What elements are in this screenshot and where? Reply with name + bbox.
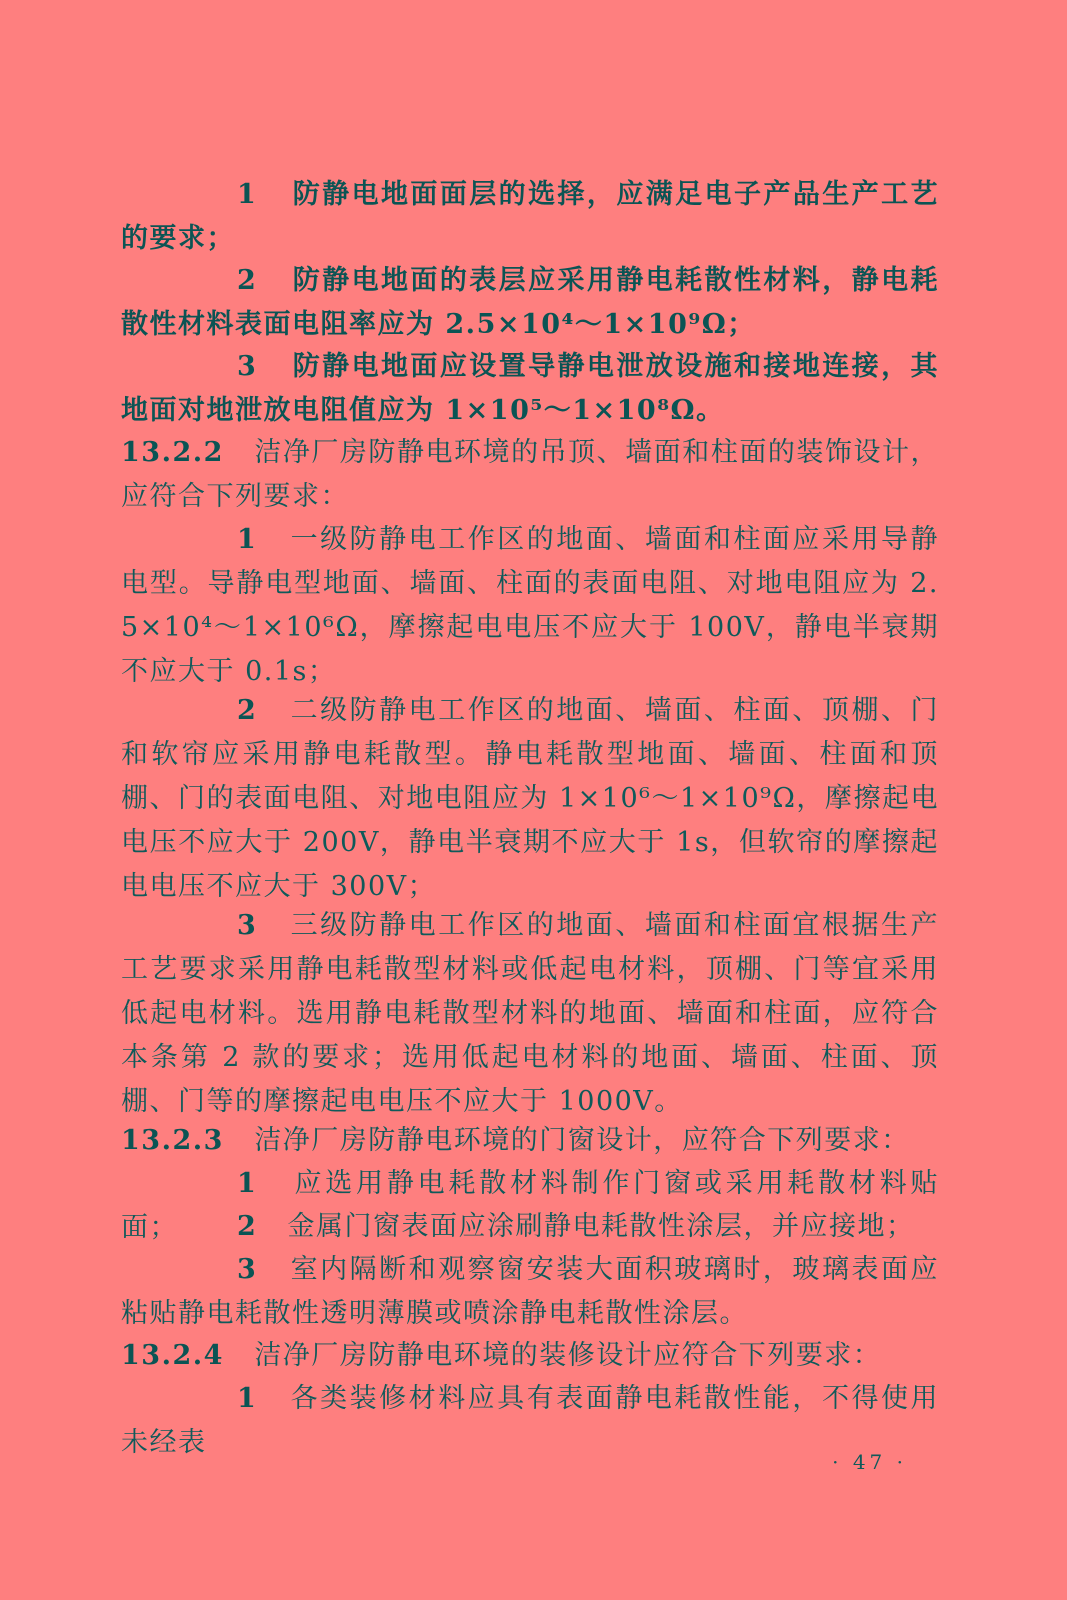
clause-text: 三级防静电工作区的地面、墙面和柱面宜根据生产工艺要求采用静电耗散型材料或低起电材料，顶棚、门等宜采用低起电材料。选用静电耗散型材料的地面、墙面和柱面，应符合本条第 2 款的要求；选用低起电材料的地面、墙面、柱面、顶棚、门等的摩擦起电电压不应大于 1000V。 bbox=[121, 910, 940, 1117]
clause-text: 各类装修材料应具有表面静电耗散性能，不得使用未经表 bbox=[121, 1383, 940, 1458]
clause-item-3 bbox=[121, 1248, 939, 1336]
clause-number: 2 bbox=[237, 1211, 258, 1242]
clause-number: 2 bbox=[237, 695, 258, 726]
section-number: 13.2.2 bbox=[121, 437, 224, 468]
clause-item-2 bbox=[121, 1205, 939, 1249]
clause-item-3 bbox=[121, 345, 939, 433]
clause-number: 1 bbox=[237, 179, 258, 210]
clause-number: 1 bbox=[237, 1383, 258, 1414]
section-13-2-3 bbox=[121, 1119, 939, 1163]
clause-item-1 bbox=[121, 173, 939, 261]
page-number: · 47 · bbox=[832, 1450, 907, 1474]
clause-number: 3 bbox=[237, 351, 258, 382]
clause-item-2 bbox=[121, 689, 939, 909]
clause-item-2 bbox=[121, 259, 939, 347]
clause-text: 应选用静电耗散材料制作门窗或采用耗散材料贴面； bbox=[121, 1168, 939, 1243]
clause-item-3 bbox=[121, 904, 939, 1124]
clause-text: 二级防静电工作区的地面、墙面、柱面、顶棚、门和软帘应采用静电耗散型。静电耗散型地面、墙面、柱面和顶棚、门的表面电阻、对地电阻应为 1×10⁶～1×10⁹Ω，摩擦起电电压不应大于 200V，静电半衰期不应大于 1s，但软帘的摩擦起电电压不应大于 300V； bbox=[121, 695, 940, 902]
clause-number: 2 bbox=[237, 265, 258, 296]
section-text: 洁净厂房防静电环境的吊顶、墙面和柱面的装饰设计，应符合下列要求： bbox=[121, 437, 940, 512]
section-text: 洁净厂房防静电环境的装修设计应符合下列要求： bbox=[254, 1340, 882, 1371]
clause-number: 1 bbox=[237, 524, 258, 555]
section-13-2-4 bbox=[121, 1334, 939, 1378]
clause-text: 防静电地面面层的选择，应满足电子产品生产工艺的要求； bbox=[121, 179, 939, 254]
clause-item-1 bbox=[121, 518, 939, 694]
clause-number: 1 bbox=[237, 1168, 258, 1199]
clause-number: 3 bbox=[237, 910, 258, 941]
section-number: 13.2.3 bbox=[121, 1125, 224, 1156]
section-13-2-2 bbox=[121, 431, 939, 519]
clause-text: 金属门窗表面应涂刷静电耗散性涂层，并应接地； bbox=[287, 1211, 915, 1242]
clause-text: 防静电地面应设置导静电泄放设施和接地连接，其地面对地泄放电阻值应为 1×10⁵～1×10⁸Ω。 bbox=[121, 351, 939, 426]
section-number: 13.2.4 bbox=[121, 1340, 224, 1371]
clause-number: 3 bbox=[237, 1254, 258, 1285]
clause-text: 防静电地面的表层应采用静电耗散性材料，静电耗散性材料表面电阻率应为 2.5×10⁴～1×10⁹Ω； bbox=[121, 265, 939, 340]
clause-text: 一级防静电工作区的地面、墙面和柱面应采用导静电型。导静电型地面、墙面、柱面的表面电阻、对地电阻应为 2.5×10⁴～1×10⁶Ω，摩擦起电电压不应大于 100V，静电半衰期不应大于 0.1s； bbox=[121, 524, 940, 687]
section-text: 洁净厂房防静电环境的门窗设计，应符合下列要求： bbox=[254, 1125, 910, 1156]
clause-item-1 bbox=[121, 1377, 939, 1465]
clause-text: 室内隔断和观察窗安装大面积玻璃时，玻璃表面应粘贴静电耗散性透明薄膜或喷涂静电耗散性涂层。 bbox=[121, 1254, 940, 1329]
